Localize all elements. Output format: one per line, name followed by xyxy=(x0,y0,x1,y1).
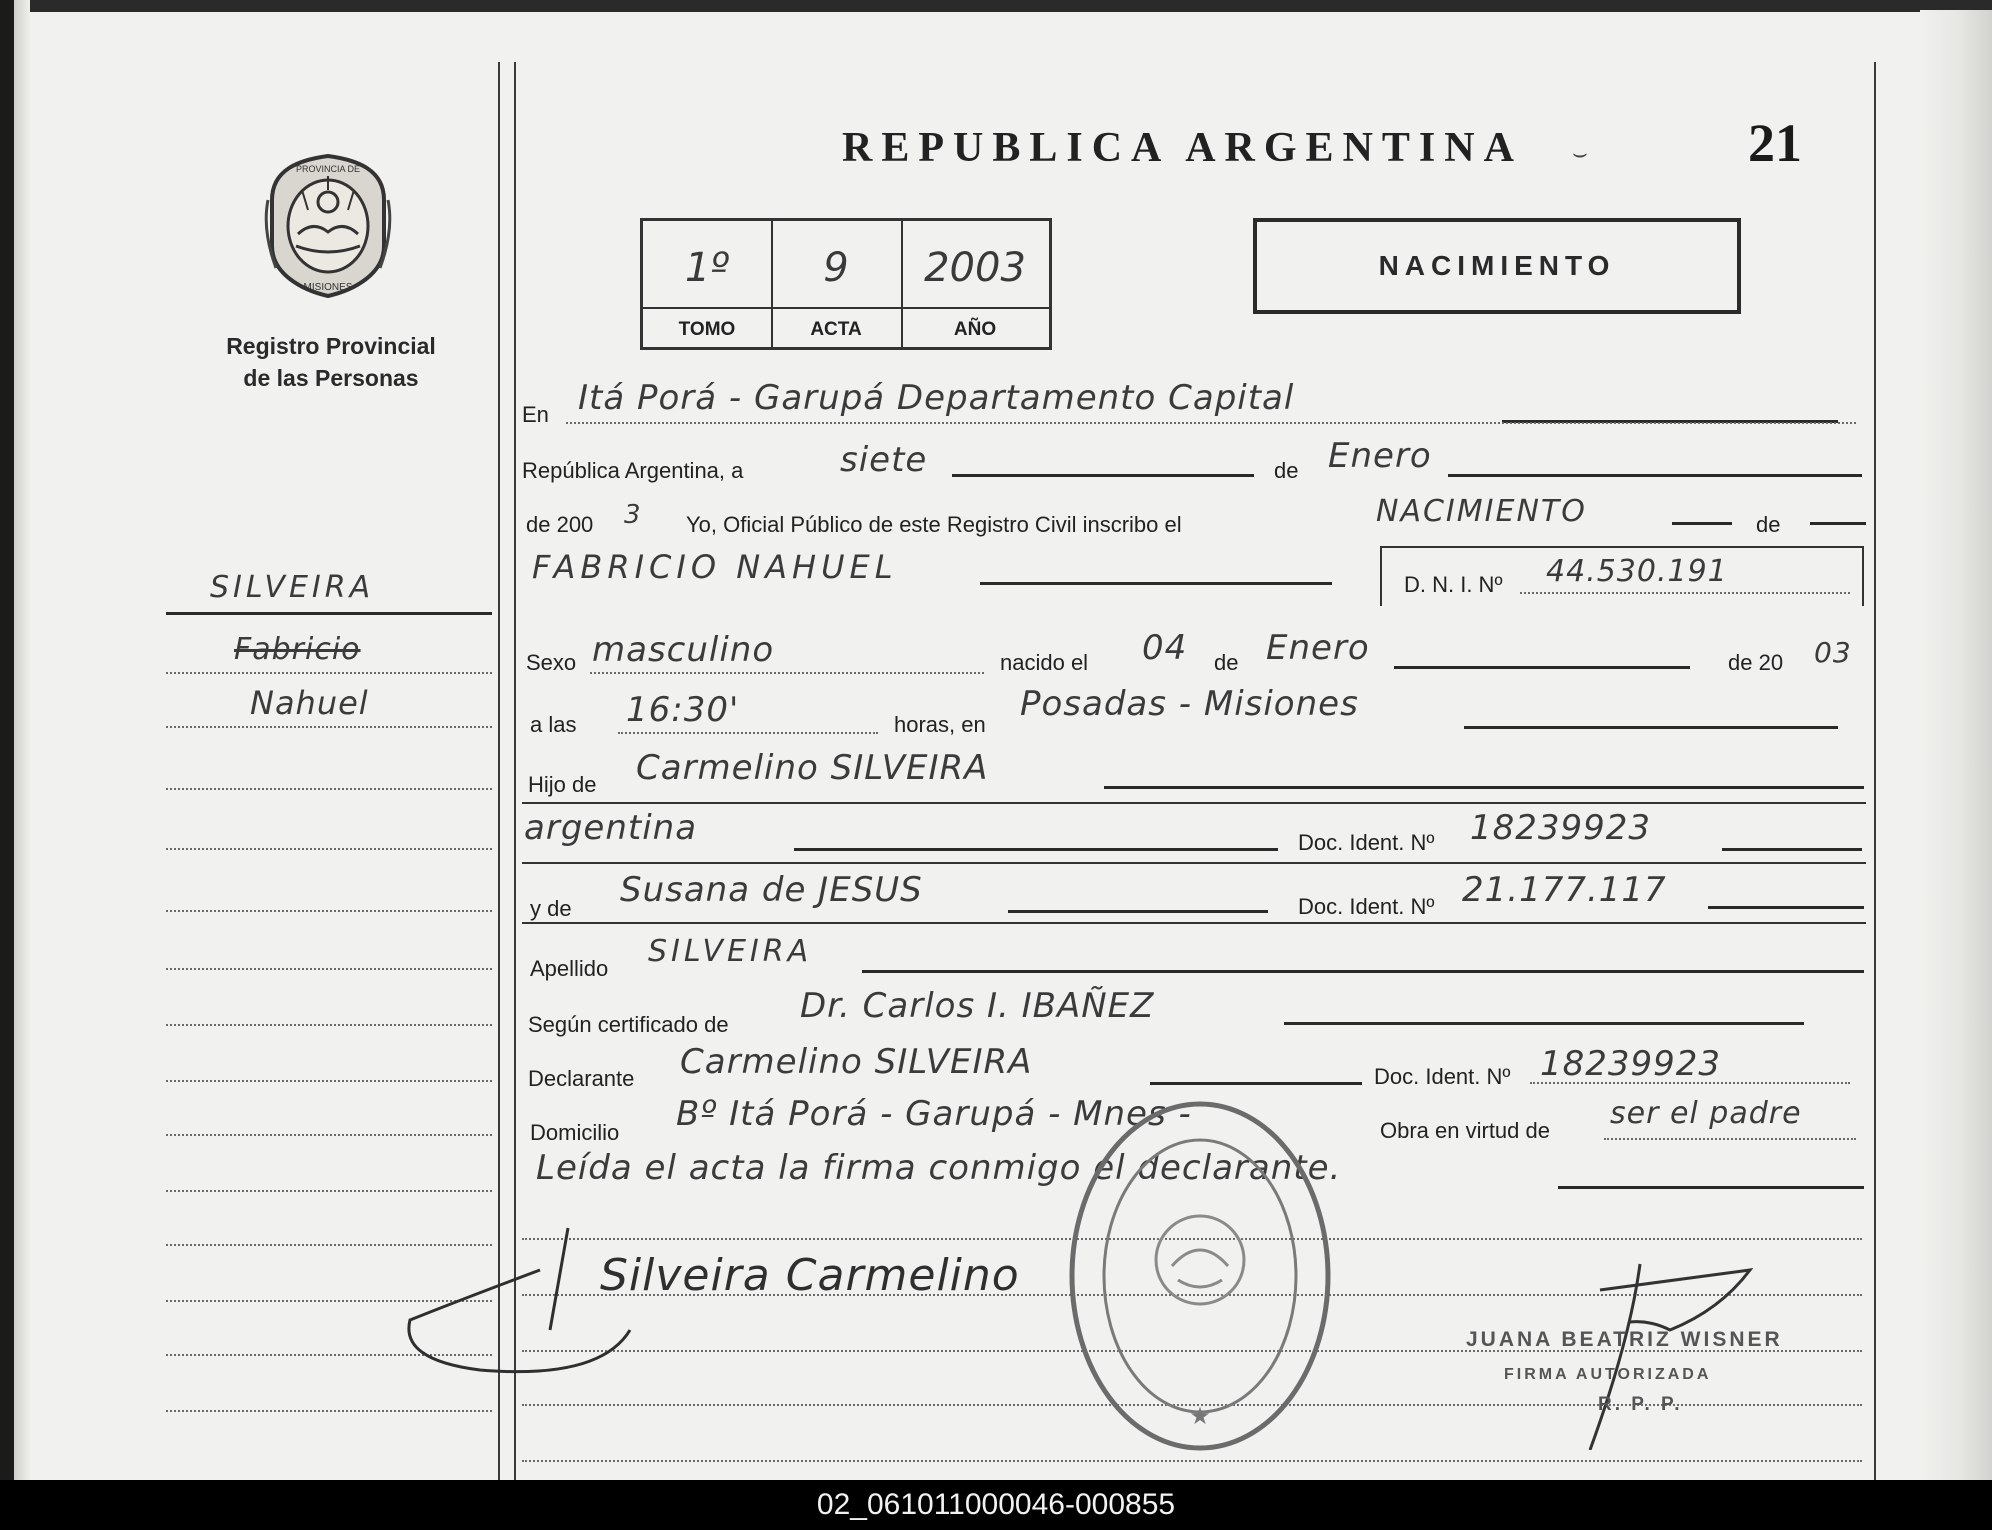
mother-name-line xyxy=(1008,910,1268,913)
margin-dotted-line xyxy=(166,910,492,912)
father-doc-line xyxy=(1722,848,1862,851)
country-title: REPUBLICA ARGENTINA xyxy=(842,125,1523,171)
official-name: JUANA BEATRIZ WISNER xyxy=(1466,1328,1783,1351)
day-words-value: siete xyxy=(840,440,928,480)
obra-label: Obra en virtud de xyxy=(1380,1118,1550,1143)
birth-place-line xyxy=(1464,726,1838,729)
acta-label: ACTA xyxy=(810,319,862,340)
province-emblem-icon xyxy=(258,150,398,305)
place-dotted-line xyxy=(566,422,1856,424)
month-value: Enero xyxy=(1328,436,1432,476)
declarante-value: Carmelino SILVEIRA xyxy=(680,1042,1033,1082)
page-number: 21 xyxy=(1748,113,1802,173)
acta-value: 9 xyxy=(823,245,849,291)
birth-month-line xyxy=(1394,666,1690,669)
certificado-value: Dr. Carlos I. IBAÑEZ xyxy=(800,986,1155,1026)
birth-time-value: 16:30' xyxy=(626,690,740,730)
domicilio-value: Bº Itá Porá - Garupá - Mnes - xyxy=(676,1094,1192,1134)
birth-year-suffix-value: 03 xyxy=(1814,636,1852,669)
sexo-value: masculino xyxy=(592,630,775,670)
child-name-line xyxy=(980,582,1332,585)
declarante-line xyxy=(1150,1082,1362,1085)
obra-dotted-line xyxy=(1604,1138,1856,1140)
blank-dotted-line xyxy=(522,1460,1862,1462)
mother-doc-value: 21.177.117 xyxy=(1462,870,1667,910)
emblem-bottom-text: MISIONES xyxy=(303,282,353,293)
de-label: de xyxy=(1274,458,1299,483)
record-reference-box xyxy=(640,218,1052,350)
year-prefix-label: de 200 xyxy=(526,512,594,537)
registry-name xyxy=(196,330,466,394)
margin-dotted-line xyxy=(166,1410,492,1412)
margin-dotted-line xyxy=(166,1080,492,1082)
tomo-value: 1º xyxy=(684,245,730,291)
declarante-doc-dotted-line xyxy=(1530,1082,1850,1084)
de-label-2: de xyxy=(1756,512,1781,537)
doc-ident-label-3: Doc. Ident. Nº xyxy=(1374,1064,1511,1089)
page-left-edge xyxy=(14,0,30,1480)
margin-dotted-line xyxy=(166,1134,492,1136)
domicilio-label: Domicilio xyxy=(530,1120,620,1145)
place-value: Itá Porá - Garupá Departamento Capital xyxy=(578,378,1295,418)
obra-value: ser el padre xyxy=(1610,1096,1802,1131)
birth-day-value: 04 xyxy=(1142,628,1188,668)
nationality-line xyxy=(794,848,1278,851)
declarante-doc-value: 18239923 xyxy=(1540,1044,1722,1084)
margin-dotted-line xyxy=(166,848,492,850)
nacido-label: nacido el xyxy=(1000,650,1089,675)
en-label: En xyxy=(522,402,549,427)
emblem-top-text: PROVINCIA DE xyxy=(295,164,361,174)
apellido-value: SILVEIRA xyxy=(648,934,813,969)
birth-place-value: Posadas - Misiones xyxy=(1020,684,1359,724)
father-doc-value: 18239923 xyxy=(1470,808,1652,848)
mother-name-value: Susana de JESUS xyxy=(620,870,923,910)
year-suffix-value: 3 xyxy=(624,500,642,530)
closing-text: Leída el acta la firma conmigo el declarante. xyxy=(536,1148,1342,1188)
mother-doc-line xyxy=(1708,906,1864,909)
birth-month-value: Enero xyxy=(1266,628,1370,668)
officer-text: Yo, Oficial Público de este Registro Civil inscribo el xyxy=(686,512,1182,537)
doc-ident-label-2: Doc. Ident. Nº xyxy=(1298,894,1435,919)
month-line xyxy=(1448,474,1862,477)
acta-cell xyxy=(771,221,903,347)
margin-dotted-line xyxy=(166,968,492,970)
official-org: R. P. P. xyxy=(1598,1394,1683,1415)
apellido-label: Apellido xyxy=(530,956,609,981)
certificado-label: Según certificado de xyxy=(528,1012,729,1037)
svg-text:★: ★ xyxy=(1189,1403,1211,1430)
tomo-label: TOMO xyxy=(678,319,736,340)
sexo-dotted-line xyxy=(590,672,984,674)
tick-mark: ⌣ xyxy=(1572,140,1588,167)
margin-surname: SILVEIRA xyxy=(210,570,375,605)
image-caption: 02_061011000046-000855 xyxy=(0,1480,1992,1530)
doc-ident-label-1: Doc. Ident. Nº xyxy=(1298,830,1435,855)
tomo-cell xyxy=(643,221,773,347)
day-line xyxy=(952,474,1254,477)
registry-name-line1: Registro Provincial xyxy=(226,333,436,359)
father-name-value: Carmelino SILVEIRA xyxy=(636,748,989,788)
de-label-3: de xyxy=(1214,650,1239,675)
margin-dotted-line xyxy=(166,788,492,790)
margin-second-name: Nahuel xyxy=(250,684,369,722)
inscribed-event-value: NACIMIENTO xyxy=(1376,494,1587,529)
horas-label: horas, en xyxy=(894,712,986,737)
event-line xyxy=(1672,522,1732,525)
dni-label: D. N. I. Nº xyxy=(1404,572,1503,597)
anio-label: AÑO xyxy=(953,319,997,340)
official-title: FIRMA AUTORIZADA xyxy=(1504,1366,1712,1383)
registry-name-line2: de las Personas xyxy=(243,365,419,391)
a-las-label: a las xyxy=(530,712,577,737)
form-right-border xyxy=(1874,62,1876,1480)
father-name-line xyxy=(1104,786,1864,789)
closing-line xyxy=(1558,1186,1864,1189)
time-dotted-line xyxy=(618,732,878,734)
document-type-box: NACIMIENTO xyxy=(1253,218,1741,314)
certificado-line xyxy=(1284,1022,1804,1025)
mother-rule xyxy=(522,922,1866,924)
anio-cell xyxy=(901,221,1049,347)
anio-value: 2003 xyxy=(924,245,1026,291)
margin-dotted-line xyxy=(166,1190,492,1192)
page-right-curl xyxy=(1920,10,1992,1480)
father-nationality-value: argentina xyxy=(524,808,698,848)
child-name-value: FABRICIO NAHUEL xyxy=(532,548,898,586)
margin-first-name: Fabricio xyxy=(234,632,361,667)
republica-label: República Argentina, a xyxy=(522,458,744,483)
y-de-label: y de xyxy=(530,896,572,921)
dni-dotted-line xyxy=(1520,592,1850,594)
apellido-line xyxy=(862,970,1864,973)
declarante-label: Declarante xyxy=(528,1066,635,1091)
sexo-label: Sexo xyxy=(526,650,577,675)
margin-dotted-line xyxy=(166,1024,492,1026)
father-doc-rule xyxy=(522,862,1866,864)
hijo-label: Hijo de xyxy=(528,772,597,797)
father-rule xyxy=(522,802,1866,804)
event-line-end xyxy=(1810,522,1866,525)
declarant-signature-text: Silveira Carmelino xyxy=(600,1250,1020,1301)
birth-year-prefix-label: de 20 xyxy=(1728,650,1784,675)
margin-surname-line xyxy=(166,612,492,615)
dni-value: 44.530.191 xyxy=(1546,554,1728,589)
margin-dotted-line xyxy=(166,672,492,674)
margin-dotted-line xyxy=(166,726,492,728)
